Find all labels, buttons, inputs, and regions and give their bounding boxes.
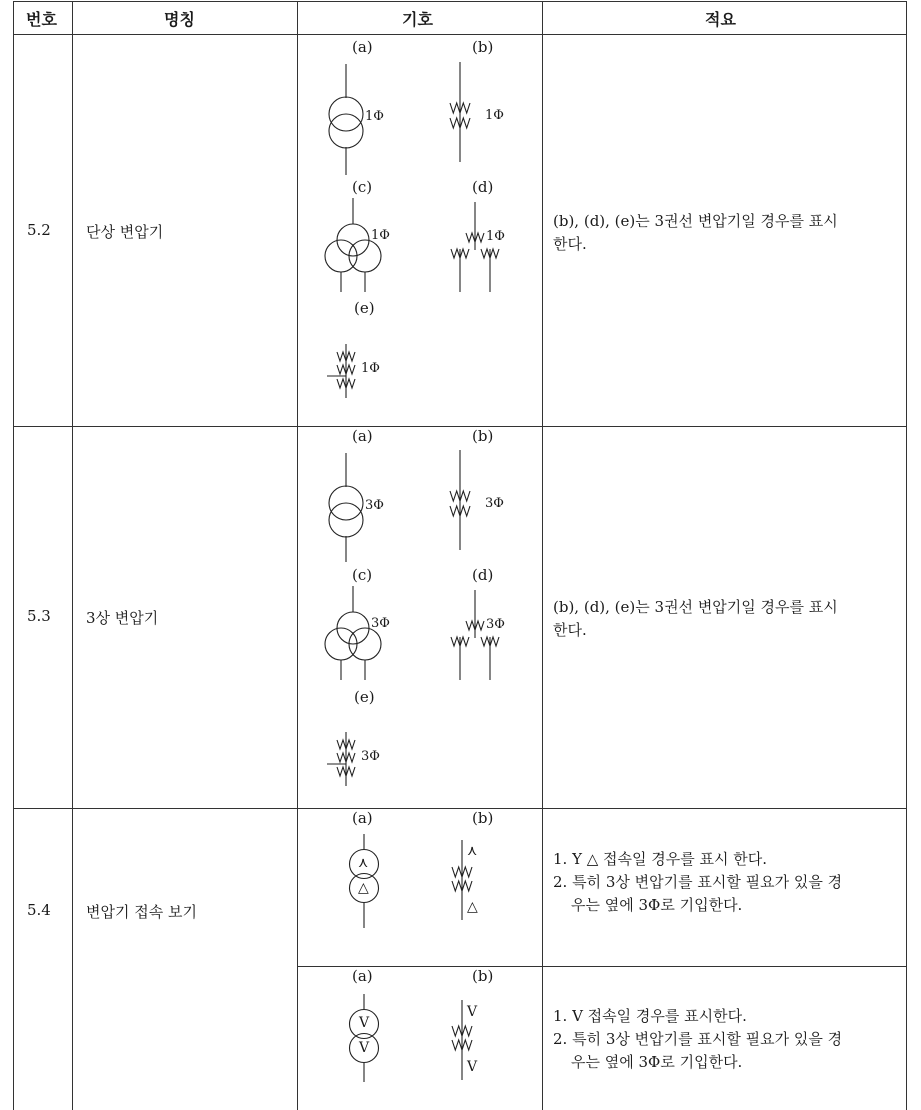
- row-5-2-remark-2: 한다.: [553, 235, 587, 253]
- row-5-4a-label-a: (a): [352, 809, 373, 827]
- row-5-2-label-e: (e): [354, 299, 375, 317]
- row-5-2-phase-e: 1Φ: [361, 361, 380, 376]
- row-5-4a-mark-upper-b: ⋏: [467, 843, 478, 859]
- row-5-4-name: 변압기 접속 보기: [86, 903, 197, 921]
- row-5-2-number: 5.2: [27, 221, 51, 239]
- row-5-3-name: 3상 변압기: [86, 609, 159, 627]
- header-symbol: 기호: [402, 10, 433, 29]
- row-5-4b-label-a: (a): [352, 967, 373, 985]
- row-5-2-symbol-e: [327, 344, 355, 398]
- row-5-4a-mark-lower-a: △: [358, 880, 369, 896]
- row-5-4b-mark-lower-a: V: [359, 1040, 370, 1056]
- row-5-3-phase-c: 3Φ: [371, 616, 390, 631]
- row-5-4a-symbol-a: [350, 834, 379, 928]
- row-5-2-label-b: (b): [472, 38, 494, 56]
- row-5-4b-mark-upper-a: V: [359, 1015, 370, 1031]
- row-5-3-symbol-c: [325, 586, 381, 680]
- row-5-3-phase-e: 3Φ: [361, 749, 380, 764]
- row-5-3-symbol-e: [327, 732, 355, 786]
- row-5-4a-label-b: (b): [472, 809, 494, 827]
- row-5-2-remark-1: (b), (d), (e)는 3권선 변압기일 경우를 표시: [553, 212, 838, 230]
- row-5-4a-remark-3: 우는 옆에 3Φ로 기입한다.: [571, 896, 743, 914]
- row-5-4b-remark-2: 2. 특히 3상 변압기를 표시할 필요가 있을 경: [553, 1030, 843, 1048]
- row-5-3-label-c: (c): [352, 566, 373, 584]
- row-5-4a-mark-upper-a: ⋏: [358, 855, 369, 871]
- row-5-4a-remark-1: 1. Y △ 접속일 경우를 표시 한다.: [553, 850, 768, 868]
- row-5-4b-symbol-a: [350, 994, 379, 1082]
- row-5-4b-symbol-b: [452, 1000, 472, 1080]
- header-number: 번호: [26, 10, 57, 29]
- row-5-3-phase-b: 3Φ: [485, 496, 504, 511]
- row-5-2-label-d: (d): [472, 178, 494, 196]
- row-5-2-label-c: (c): [352, 178, 373, 196]
- row-5-2-symbol-b: [450, 62, 470, 162]
- row-5-4b-label-b: (b): [472, 967, 494, 985]
- row-5-3-label-b: (b): [472, 427, 494, 445]
- row-5-3-phase-a: 3Φ: [365, 498, 384, 513]
- row-5-4-number: 5.4: [27, 901, 51, 919]
- row-5-3-symbol-b: [450, 450, 470, 550]
- row-5-2-label-a: (a): [352, 38, 373, 56]
- row-5-3-label-a: (a): [352, 427, 373, 445]
- row-5-4b-mark-lower-b: V: [467, 1059, 478, 1075]
- row-5-4a-mark-lower-b: △: [467, 899, 478, 915]
- header-name: 명칭: [164, 10, 195, 29]
- row-5-3-label-e: (e): [354, 688, 375, 706]
- row-5-2-phase-c: 1Φ: [371, 228, 390, 243]
- row-5-4a-remark-2: 2. 특히 3상 변압기를 표시할 필요가 있을 경: [553, 873, 843, 891]
- row-5-2-name: 단상 변압기: [86, 223, 164, 241]
- row-5-3-phase-d: 3Φ: [486, 617, 505, 632]
- row-5-3-remark-2: 한다.: [553, 621, 587, 639]
- row-5-4b-mark-upper-b: V: [467, 1004, 478, 1020]
- row-5-2-symbol-c: [325, 198, 381, 292]
- row-5-2-symbol-d: [451, 202, 499, 292]
- row-5-4b-remark-1: 1. V 접속일 경우를 표시한다.: [553, 1007, 747, 1025]
- row-5-2-phase-a: 1Φ: [365, 109, 384, 124]
- row-5-4b-remark-3: 우는 옆에 3Φ로 기입한다.: [571, 1053, 743, 1071]
- row-5-2-phase-b: 1Φ: [485, 108, 504, 123]
- row-5-2-symbol-a: [329, 64, 363, 175]
- row-5-3-symbol-a: [329, 453, 363, 562]
- header-remarks: 적요: [705, 10, 736, 29]
- row-5-2-phase-d: 1Φ: [486, 229, 505, 244]
- row-5-3-label-d: (d): [472, 566, 494, 584]
- row-5-3-symbol-d: [451, 590, 499, 680]
- row-5-3-number: 5.3: [27, 607, 51, 625]
- row-5-3-remark-1: (b), (d), (e)는 3권선 변압기일 경우를 표시: [553, 598, 838, 616]
- row-5-4a-symbol-b: [452, 840, 472, 920]
